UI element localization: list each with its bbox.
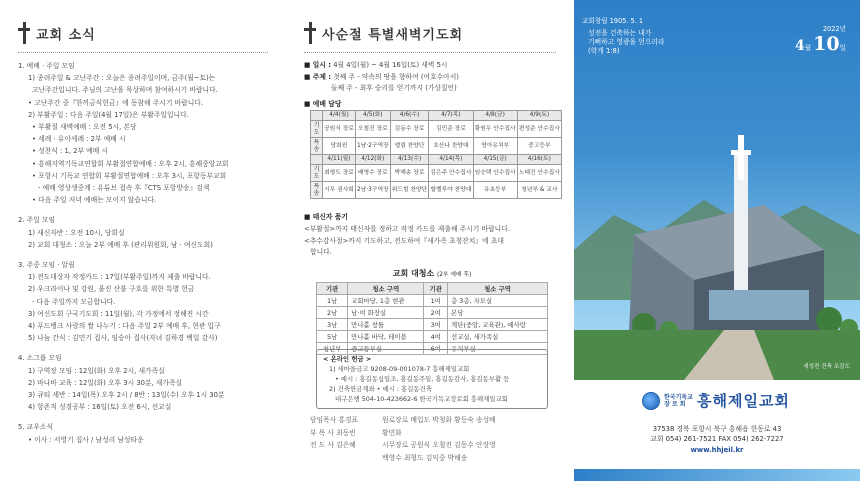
glass-facade xyxy=(709,290,809,320)
table-cell: 노태진 안수집사 xyxy=(517,165,561,182)
day-unit: 일 xyxy=(839,44,846,52)
table-cell: 2남·3구역장 xyxy=(355,182,390,199)
table-cell: 청년부 xyxy=(317,343,348,355)
special-prayer-panel xyxy=(286,0,574,481)
table-cell: 4/6(수) xyxy=(390,111,429,121)
cross-icon xyxy=(18,22,30,44)
table-cell: 중고등부 xyxy=(517,138,561,155)
divider xyxy=(304,52,556,53)
table-cell: 청년부 & 교사 xyxy=(517,182,561,199)
table-cell: 최형도 장로 xyxy=(323,165,356,182)
staff-entry: 부 목 사 최동빈 xyxy=(310,428,356,437)
table-cell: 오철진 장로 xyxy=(355,121,390,138)
table-cell: 만나홀 바닥, 테이블 xyxy=(348,331,424,343)
table-cell: 계단(중앙, 교육관), 예사랑 xyxy=(448,319,548,331)
staff-entry: 담임목사 홍경표 xyxy=(310,416,359,424)
notice-item: 2) 우크라이나 및 강원, 울진 산불 구호를 위한 특별 헌금 xyxy=(28,285,195,294)
image-caption: 새성전 건축 조감도 xyxy=(803,364,850,370)
church-contact xyxy=(574,424,860,444)
table-cell: 교회마당, 1층 현관 xyxy=(348,295,424,307)
table-cell: 4/9(토) xyxy=(517,111,561,121)
table-cell: 1남 xyxy=(317,295,348,307)
table-cell: 유치부실 xyxy=(448,343,548,355)
notice-heading: 4. 소그룹 모임 xyxy=(18,354,62,363)
notice-item: 1) 구역장 모임 : 12일(화) 오후 2시, 새가족실 xyxy=(28,366,165,375)
denomination-line-1: 한국기독교 xyxy=(664,393,693,401)
prayer-info xyxy=(304,60,564,110)
staff-row xyxy=(310,439,564,452)
notes-label: ■ 태신자 품기 xyxy=(304,213,348,221)
notice-heading: 1. 예배 · 주일 모임 xyxy=(18,62,75,70)
table-cell: 위드힘 찬양단 xyxy=(390,182,429,199)
seeker-notes xyxy=(304,212,564,259)
table-cell: 당회원 xyxy=(323,138,356,155)
table-cell: 황원우 안수집사 xyxy=(473,121,517,138)
notice-item: 4) 항존직 성경공부 : 16일(토) 오전 6시, 선교실 xyxy=(28,403,172,412)
cleaning-table xyxy=(316,282,548,355)
church-phone: 교회 054) 261-7521 FAX 054) 262-7227 xyxy=(650,435,784,443)
table-cell: 유초등부 xyxy=(473,182,517,199)
bottom-band xyxy=(574,469,860,481)
staff-entry: 시무장로 공원식 오철진 김동수 안장영 xyxy=(382,441,496,449)
table-cell: 4/7(목) xyxy=(429,111,473,121)
notice-item: 1) 전도대상자 작정카드 : 17일(부활주일)까지 제출 바랍니다. xyxy=(28,273,211,282)
staff-row xyxy=(310,452,564,465)
notice-item: 3) 여신도회 구국기도회 : 11일(월), 각 가정에서 정해진 시간 xyxy=(28,309,209,318)
bulletin-month: 4 xyxy=(794,38,805,54)
week1-special-row xyxy=(311,138,562,155)
week1-dates-row xyxy=(311,111,562,121)
table-cell: 엘림 찬양단 xyxy=(390,138,429,155)
notice-item: 2) 교회 대청소 : 오늘 2부 예배 후 (관리위원회, 남 · 여신도회) xyxy=(28,240,213,249)
dates-value: 4월 4일(월) ~ 4월 16일(토) 새벽 5시 xyxy=(333,61,448,69)
dates-label: ■ 일시 : xyxy=(304,61,332,69)
bulletin-date xyxy=(795,23,846,55)
notice-item: • 이사 : 서영기 집사 / 남성리 남성타운 xyxy=(28,435,144,444)
notice-item: 2) 바나바 교육 : 12일(화) 오후 3시 30분, 새가족실 xyxy=(28,378,183,387)
table-cell: 3여 xyxy=(424,319,448,331)
month-unit: 월 xyxy=(804,44,812,52)
notice-item: • 세례 · 유아세례 : 2부 예배 시 xyxy=(32,135,126,144)
cover-image xyxy=(574,0,860,380)
notice-item: • 부활절 새벽예배 : 오전 5시, 본당 xyxy=(32,123,137,132)
table-cell: 박해송 장로 xyxy=(390,165,429,182)
bulletin-day: 10 xyxy=(813,33,840,55)
row-label xyxy=(311,111,323,121)
table-cell: 김은주 안수집사 xyxy=(429,165,473,182)
theme-label: ■ 주제 : xyxy=(304,72,332,81)
notice-item: 1) 종려주일 & 고난주간 : 오늘은 종려주일이며, 금주(월~토)는 xyxy=(28,74,216,83)
table-cell: 4/13(수) xyxy=(390,155,429,165)
cleaning-section xyxy=(316,268,548,355)
table-row xyxy=(317,331,548,343)
table-cell: 3남 xyxy=(317,319,348,331)
notice-item: • 흥해지역기독교연합회 부활절연합예배 : 오후 2시, 흥해중앙교회 xyxy=(32,159,229,168)
cover-verse xyxy=(588,29,665,56)
prayer-header xyxy=(304,22,463,44)
table-cell: 김동수 장로 xyxy=(390,121,429,138)
verse-line-1: 성전을 건축하는 내가 xyxy=(588,29,652,37)
staff-entry: 원로장로 배입도 박청화 황등숙 송성배 xyxy=(382,416,496,424)
church-logo xyxy=(642,390,790,411)
table-cell: 2남 xyxy=(317,307,348,319)
table-cell: 임승택 안수집사 xyxy=(473,165,517,182)
online-offering-box xyxy=(316,349,548,409)
row-label: 특송 xyxy=(311,182,323,199)
tower-cross-horizontal xyxy=(731,150,751,155)
table-cell: 남·여 화장실 xyxy=(348,307,424,319)
notice-heading: 5. 교우소식 xyxy=(18,423,53,432)
column-header: 청소 구역 xyxy=(448,283,548,295)
church-news-header xyxy=(18,22,96,44)
staff-entry: 전 도 사 김은혜 xyxy=(310,441,356,449)
table-cell: 2여 xyxy=(424,307,448,319)
column-header: 기관 xyxy=(424,283,448,295)
cover-panel xyxy=(574,0,860,481)
table-cell: 공원식 장로 xyxy=(323,121,356,138)
notice-item: 1) 새신자반 : 오전 10시, 당회실 xyxy=(28,228,125,237)
table-cell: 4/14(목) xyxy=(429,155,473,165)
note-2: <추수감사절>까지 기도하고, 전도하여『새가족 초청잔치』에 초대 xyxy=(304,236,504,245)
table-cell: 선교실, 새가족실 xyxy=(448,331,548,343)
week2-special-row xyxy=(311,182,562,199)
church-news-body xyxy=(18,60,276,446)
worship-duty-table xyxy=(310,110,562,199)
table-cell: 4/15(금) xyxy=(473,155,517,165)
table-cell: 만나홀 창틀 xyxy=(348,319,424,331)
notice-item: - 예배 영상생중계 : 유튜브 접속 후『CTS 포항방송』검색 xyxy=(38,184,210,193)
table-row xyxy=(317,319,548,331)
verse-line-2: 기뻐하고 영광을 얻으리라 xyxy=(588,38,665,46)
week2-dates-row xyxy=(311,155,562,165)
notice-item: - 다음 주일까지 모금합니다. xyxy=(32,297,116,306)
founding-date: 교회창립 1905. 5. 1 xyxy=(582,17,644,25)
tower-cross-vertical xyxy=(738,135,744,180)
row-label: 기도 xyxy=(311,121,323,138)
church-news-panel xyxy=(0,0,286,481)
table-cell: 중고등부실 xyxy=(348,343,424,355)
bulletin-year: 2022년 xyxy=(822,25,846,33)
week1-leader-row xyxy=(311,121,562,138)
notice-item: • 포항시 기독교 연합회 부활절연합예배 : 오후 3시, 포항동부교회 xyxy=(32,171,227,180)
table-cell: 6여 xyxy=(424,343,448,355)
table-cell: 호산나 찬양대 xyxy=(429,138,473,155)
table-row xyxy=(317,295,548,307)
table-cell: 1여 xyxy=(424,295,448,307)
table-cell: 시무 권사회 xyxy=(323,182,356,199)
cross-icon xyxy=(304,22,316,44)
note-1: <부활절>까지 태신자를 정하고 작정 카드를 제출해 주시기 바랍니다. xyxy=(304,224,510,233)
cleaning-title-sub: (2부 예배 후) xyxy=(436,272,472,278)
staff-list xyxy=(310,414,564,464)
online-line-4: 대구은행 504-10-423662-6 한국기독교장로회 흥해제일교회 xyxy=(335,395,508,403)
church-rendering xyxy=(574,0,860,380)
table-cell: 4/11(월) xyxy=(323,155,356,165)
table-cell: 4여 xyxy=(424,331,448,343)
table-cell: 편성준 안수집사 xyxy=(517,121,561,138)
table-cell: 5남 xyxy=(317,331,348,343)
church-news-title: 교회 소식 xyxy=(36,27,96,43)
online-line-3: 2) 건축헌금계좌 • 예시 : 홍길동건축 xyxy=(329,385,432,393)
staff-row xyxy=(310,414,564,427)
row-label: 기도 xyxy=(311,165,323,182)
notice-item: • 성찬식 : 1, 2부 예배 시 xyxy=(32,147,109,156)
online-title: < 온라인 헌금 > xyxy=(323,355,372,363)
table-cell: 김민준 장로 xyxy=(429,121,473,138)
church-website-link[interactable]: www.hhjeil.kr xyxy=(690,446,744,454)
table-cell: 4/4(월) xyxy=(323,111,356,121)
table-row xyxy=(317,307,548,319)
church-address: 37538 경북 포항시 북구 흥해읍 한동로 43 xyxy=(652,425,782,433)
staff-entry: 황민화 xyxy=(382,428,402,437)
theme-2: 둘째 주 - 최후 승리를 얻기까지 (가상칠언) xyxy=(331,84,457,92)
table-cell: 4/5(화) xyxy=(355,111,390,121)
table-cell: 층 3층, 자모실 xyxy=(448,295,548,307)
online-line-2: • 예시 : 홍길동십일조, 홍길동주일, 홍길동감사, 홍길동부활 등 xyxy=(335,375,510,383)
notice-item: 고난주간입니다. 주님의 고난을 묵상하며 참여하시기 바랍니다. xyxy=(32,86,218,95)
notice-item: 4) 푸드뱅크 사랑의 쌀 나누기 : 다음 주일 2부 예배 후, 현관 입구 xyxy=(28,322,221,331)
notice-heading: 3. 주중 모임 · 알림 xyxy=(18,261,75,270)
cleaning-title-text: 교회 대청소 xyxy=(392,269,435,278)
column-header: 기관 xyxy=(317,283,348,295)
notice-item: 5) 나눔 간식 : 김민기 집사, 임승아 집사(자녀 김하경 백일 감사) xyxy=(28,334,218,343)
table-cell: 영아유치부 xyxy=(473,138,517,155)
table-cell: 4/16(토) xyxy=(517,155,561,165)
notice-item: • 고난주간 중『한끼금식헌금』에 동참해 주시기 바랍니다. xyxy=(28,98,204,107)
column-header: 청소 구역 xyxy=(348,283,424,295)
table-header-row xyxy=(317,283,548,295)
table-cell: 4/12(화) xyxy=(355,155,390,165)
divider xyxy=(18,52,268,53)
staff-entry xyxy=(310,452,382,465)
church-emblem-icon xyxy=(642,392,660,410)
tree xyxy=(816,307,842,333)
staff-row xyxy=(310,427,564,440)
theme-1: 첫째 주 - 약속의 땅을 향하여 (여호수아서) xyxy=(333,72,459,81)
denomination xyxy=(664,394,693,408)
notice-heading: 2. 주일 모임 xyxy=(18,216,56,225)
denomination-line-2: 장 로 회 xyxy=(664,400,686,408)
duty-label: ■ 예배 담당 xyxy=(304,99,342,108)
staff-entry: 백영수 최형도 김익중 박해송 xyxy=(382,453,468,462)
note-3: 합니다. xyxy=(310,248,332,257)
table-cell: 본당 xyxy=(448,307,548,319)
table-cell: 할렐루야 찬양대 xyxy=(429,182,473,199)
cleaning-title xyxy=(316,268,548,279)
table-cell: 배영수 장로 xyxy=(355,165,390,182)
verse-reference: (학개 1:8) xyxy=(588,47,620,55)
row-label xyxy=(311,155,323,165)
row-label: 특송 xyxy=(311,138,323,155)
notice-item: • 다음 주일 저녁 예배는 모이지 않습니다. xyxy=(32,196,157,205)
notice-item: 3) 큐티 세반 : 14일(목) 오후 2시 / 8반 : 13일(수) 오후 1시 30분 xyxy=(28,391,225,400)
prayer-title: 사순절 특별새벽기도회 xyxy=(322,27,464,43)
church-name: 흥해제일교회 xyxy=(696,392,790,410)
table-cell: 1남·2구역장 xyxy=(355,138,390,155)
week2-leader-row xyxy=(311,165,562,182)
notice-item: 2) 부활주일 : 다음 주일(4월 17일)은 부활주일입니다. xyxy=(28,110,189,119)
online-line-1: 1) 새마을금고 9208-09-001078-7 흥해제일교회 xyxy=(329,365,470,373)
table-cell: 4/8(금) xyxy=(473,111,517,121)
